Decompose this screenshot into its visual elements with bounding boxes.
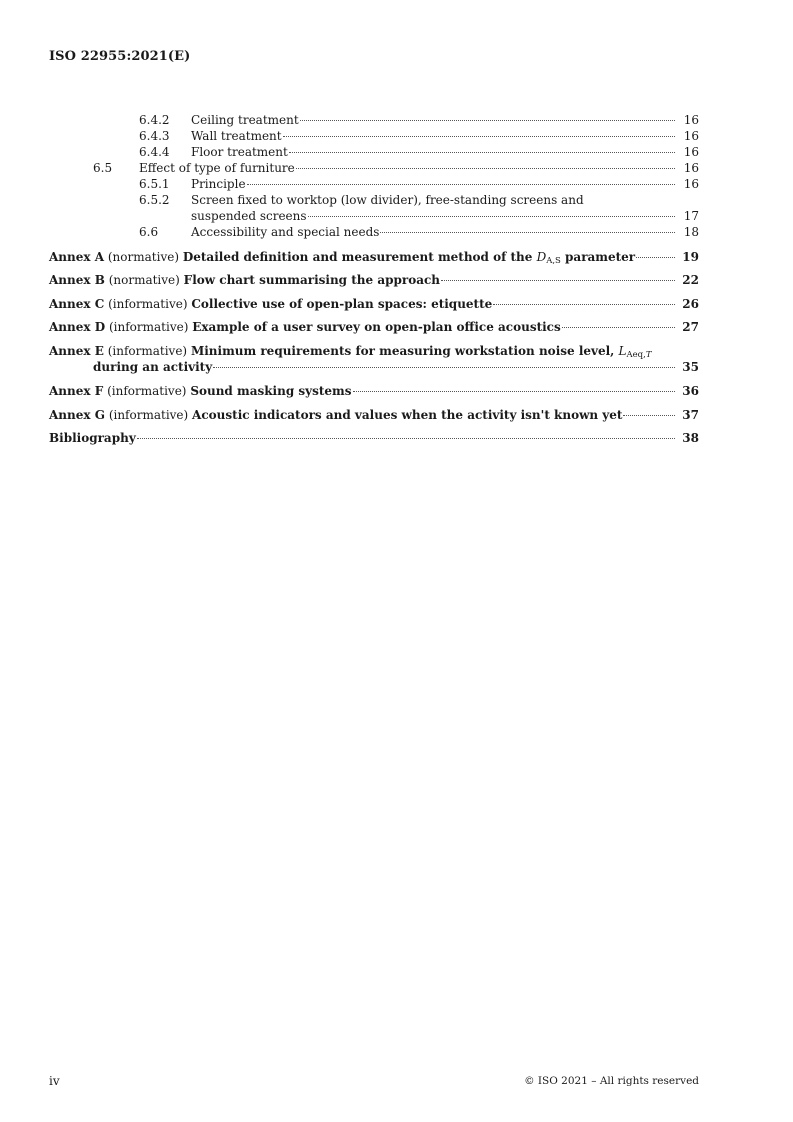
annex-type: (normative) [108, 273, 180, 287]
dot-leader [308, 216, 675, 217]
toc-title: Wall treatment [191, 129, 282, 143]
annex-type: (normative) [107, 250, 180, 264]
toc-page: 18 [683, 225, 699, 239]
toc-entry-annex-b[interactable] [49, 272, 699, 288]
toc-entry-6-5[interactable] [49, 160, 699, 176]
toc-entry-6-5-1[interactable] [49, 176, 699, 192]
toc-page: 35 [682, 360, 699, 374]
toc-page: 16 [683, 177, 699, 191]
toc-page: 16 [683, 161, 699, 175]
toc-page: 27 [682, 320, 699, 334]
annex-label: Annex C [49, 297, 105, 311]
dot-leader [296, 168, 675, 169]
toc-page: 22 [682, 273, 699, 287]
dot-leader [353, 391, 675, 392]
toc-entry-annex-a[interactable] [49, 249, 699, 265]
toc-page: 19 [682, 250, 699, 264]
dot-leader [247, 184, 675, 185]
toc-entry-annex-e[interactable] [49, 343, 699, 359]
annex-label: Annex G [49, 408, 105, 422]
toc-title: Accessibility and special needs [191, 225, 380, 239]
toc-entry-annex-e-cont[interactable] [49, 359, 699, 375]
toc-title: Floor treatment [191, 145, 288, 159]
annex-label: Annex A [49, 250, 105, 264]
toc-number: 6.5 [93, 161, 113, 175]
dot-leader [137, 438, 675, 439]
annex-label: Annex B [49, 273, 105, 287]
toc-number: 6.4.3 [139, 129, 170, 143]
dot-leader [636, 257, 675, 258]
toc-number: 6.6 [139, 225, 159, 239]
toc-entry-6-5-2-cont[interactable] [49, 208, 699, 224]
toc-page: 17 [683, 209, 699, 223]
toc-entry-6-4-3[interactable] [49, 128, 699, 144]
dot-leader [380, 232, 675, 233]
annex-type: (informative) [107, 344, 188, 358]
dot-leader [289, 152, 675, 153]
annex-title: Example of a user survey on open-plan office acoustics [192, 320, 561, 334]
toc-entry-6-4-4[interactable] [49, 144, 699, 160]
annex-title: Minimum requirements for measuring workstation noise level, $L_{Aeq,T}$ [190, 344, 652, 360]
toc-title-line2: suspended screens [191, 209, 307, 223]
annex-type: (informative) [108, 320, 189, 334]
toc-title-line1: Screen fixed to worktop (low divider), free-standing screens and [191, 193, 584, 207]
toc-entry-annex-c[interactable] [49, 296, 699, 312]
toc-entry-6-4-2[interactable] [49, 112, 699, 128]
document-id: ISO 22955:2021(E) [49, 49, 191, 64]
dot-leader [213, 367, 675, 368]
annex-label: Annex D [49, 320, 106, 334]
dot-leader [562, 327, 675, 328]
toc-entry-6-6[interactable] [49, 224, 699, 240]
toc-title: Effect of type of furniture [139, 161, 295, 175]
toc-page: 37 [682, 408, 699, 422]
toc-page: 36 [682, 384, 699, 398]
annex-type: (informative) [107, 384, 187, 398]
dot-leader [283, 136, 675, 137]
toc-page: 16 [683, 145, 699, 159]
dot-leader [493, 304, 675, 305]
dot-leader [300, 120, 675, 121]
toc-page: 16 [683, 113, 699, 127]
toc-entry-annex-f[interactable] [49, 383, 699, 399]
annex-title: Collective use of open-plan spaces: etiquette [191, 297, 493, 311]
copyright-notice: © ISO 2021 – All rights reserved [524, 1075, 699, 1087]
annex-title: Acoustic indicators and values when the activity isn't known yet [192, 408, 623, 422]
toc-title: Principle [191, 177, 246, 191]
dot-leader [623, 415, 675, 416]
annex-type: (informative) [108, 408, 189, 422]
page-number: iv [49, 1074, 60, 1088]
toc-page: 16 [683, 129, 699, 143]
annex-title-line2: during an activity [93, 360, 213, 374]
toc-entry-6-5-2[interactable] [49, 192, 699, 208]
toc-number: 6.4.2 [139, 113, 170, 127]
annex-label: Annex E [49, 344, 104, 358]
toc-entry-bibliography[interactable] [49, 430, 699, 446]
toc-page: 38 [682, 431, 699, 445]
toc-title: Ceiling treatment [191, 113, 299, 127]
dot-leader [441, 280, 675, 281]
toc-entry-annex-g[interactable] [49, 407, 699, 423]
toc-number: 6.4.4 [139, 145, 170, 159]
annex-title: Detailed definition and measurement method of the $D_{A,S}$ parameter [182, 250, 636, 266]
annex-type: (informative) [108, 297, 188, 311]
annex-title: Flow chart summarising the approach [183, 273, 441, 287]
toc-entry-annex-d[interactable] [49, 319, 699, 335]
annex-title: Sound masking systems [190, 384, 352, 398]
toc-number: 6.5.2 [139, 193, 170, 207]
annex-label: Annex F [49, 384, 104, 398]
toc-number: 6.5.1 [139, 177, 170, 191]
toc-page: 26 [682, 297, 699, 311]
bibliography-title: Bibliography [49, 431, 136, 445]
